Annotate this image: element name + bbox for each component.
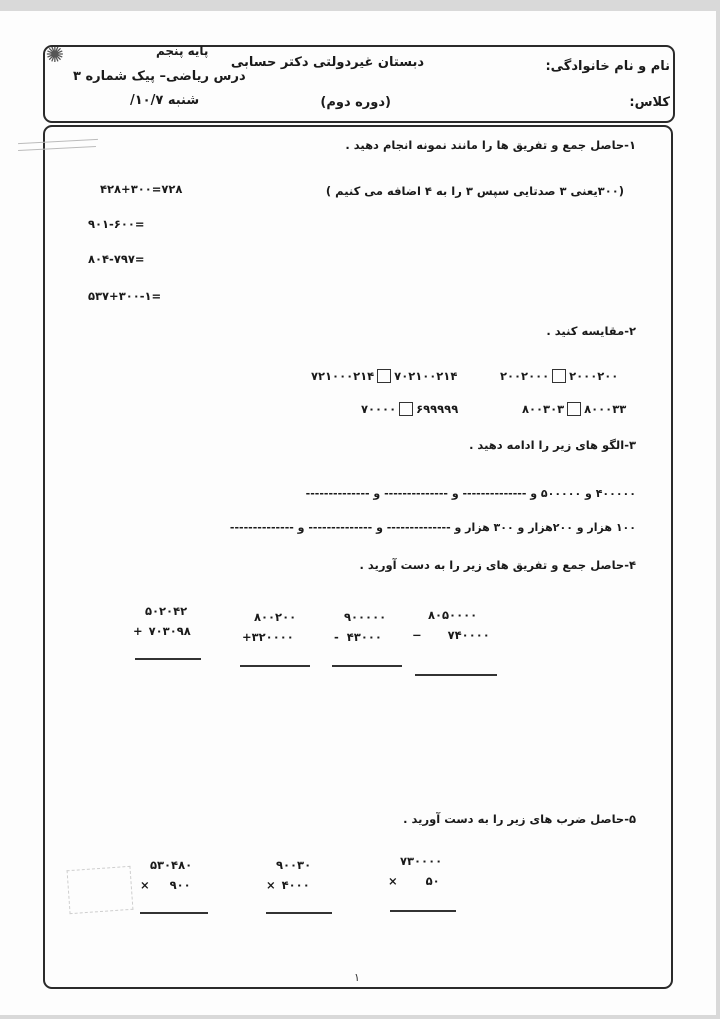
operator: × — [266, 878, 276, 892]
equation: ۸۰۴-۷۹۷= — [88, 252, 145, 266]
compare-left-value: ۷۰۰۰۰ — [361, 402, 397, 416]
compare-right-value: ۷۰۲۱۰۰۲۱۴ — [394, 369, 458, 383]
pattern-row: ۱۰۰ هزار و ۲۰۰هزار و ۳۰۰ هزار و -------------- و -------------- و -------------- — [229, 521, 636, 534]
compare-right-value: ۲۰۰۰۲۰۰ — [569, 369, 619, 383]
page-number: ۱ — [354, 971, 360, 984]
operator: + — [242, 630, 252, 644]
multiplication-problem — [266, 858, 311, 898]
operand-top: ۹۰۰۰۰۰ — [344, 610, 387, 624]
compare-answer-box[interactable] — [377, 369, 391, 383]
school-period: (دوره دوم) — [320, 95, 391, 110]
compare-left-value: ۲۰۰۲۰۰۰ — [500, 369, 550, 383]
class-label: کلاس: — [629, 95, 670, 110]
question-1-hint: (۳۰۰یعنی ۳ صدتایی سپس ۳ را به ۴ اضافه می کنیم ) — [325, 184, 624, 198]
answer-line[interactable] — [140, 912, 208, 914]
comparison-item — [311, 369, 457, 383]
operand-top: ۵۳۰۴۸۰ — [150, 858, 193, 872]
answer-line[interactable] — [415, 674, 497, 676]
multiplication-problem — [140, 858, 192, 898]
operand-top: ۵۰۲۰۴۲ — [145, 604, 188, 618]
operand-bottom: − ۷۴۰۰۰۰ — [412, 628, 490, 642]
student-name-label: نام و نام خانوادگی: — [545, 59, 670, 74]
question-3-title: ۳-الگو های زیر را ادامه دهید . — [469, 438, 636, 452]
date-label: شنبه ۱۰/۷/ — [130, 93, 200, 108]
question-5-title: ۵-حاصل ضرب های زیر را به دست آورید . — [403, 812, 636, 826]
operator: − — [412, 628, 422, 642]
operand-top: ۸۰۰۲۰۰ — [254, 610, 297, 624]
operator: - — [334, 630, 339, 644]
compare-answer-box[interactable] — [399, 402, 413, 416]
arithmetic-problem — [242, 610, 296, 650]
question-4-title: ۴-حاصل جمع و تفریق های زیر را به دست آورید . — [359, 558, 636, 572]
equation-example: ۴۲۸+۳۰۰=۷۲۸ — [100, 182, 183, 196]
answer-line[interactable] — [135, 658, 201, 660]
school-name: دبستان غیردولتی دکتر حسابی — [230, 55, 424, 70]
faded-stamp — [67, 866, 134, 914]
equation: ۵۳۷+۳۰۰-۱= — [88, 289, 162, 303]
comparison-item — [522, 402, 626, 416]
answer-line[interactable] — [266, 912, 332, 914]
equation: ۹۰۱-۶۰۰= — [88, 217, 145, 231]
answer-line[interactable] — [332, 665, 402, 667]
arithmetic-problem — [412, 608, 490, 648]
answer-line[interactable] — [390, 910, 456, 912]
question-2-title: ۲-مقایسه کنید . — [546, 324, 636, 338]
school-logo-icon: ✺ — [45, 43, 65, 68]
operand-bottom: × ۴۰۰۰ — [266, 878, 310, 892]
comparison-item — [361, 402, 458, 416]
compare-answer-box[interactable] — [567, 402, 581, 416]
arithmetic-problem — [334, 610, 386, 650]
operand-bottom: × ۵۰ — [388, 874, 440, 888]
operand-top: ۹۰۰۳۰ — [276, 858, 312, 872]
compare-left-value: ۷۲۱۰۰۰۲۱۴ — [311, 369, 375, 383]
arithmetic-problem — [133, 604, 191, 644]
operand-bottom: +۳۲۰۰۰۰ — [242, 630, 294, 644]
compare-right-value: ۸۰۰۰۳۳ — [584, 402, 627, 416]
operand-bottom: - ۴۳۰۰۰ — [334, 630, 382, 644]
multiplication-problem — [388, 854, 442, 894]
operand-top: ۷۳۰۰۰۰ — [400, 854, 443, 868]
compare-left-value: ۸۰۰۳۰۳ — [522, 402, 565, 416]
subject-label: درس ریاضی– پیک شماره ۳ — [73, 69, 246, 84]
operator: × — [140, 878, 150, 892]
operand-bottom: × ۹۰۰ — [140, 878, 191, 892]
operand-bottom: + ۷۰۳۰۹۸ — [133, 624, 191, 638]
worksheet-page — [0, 11, 716, 1015]
operator: × — [388, 874, 398, 888]
pattern-row: ۴۰۰۰۰۰ و ۵۰۰۰۰۰ و -------------- و -------------- و -------------- — [305, 487, 636, 500]
compare-answer-box[interactable] — [552, 369, 566, 383]
comparison-item — [500, 369, 618, 383]
operator: + — [133, 624, 143, 638]
grade-label: پایه پنجم — [156, 44, 209, 58]
answer-line[interactable] — [240, 665, 310, 667]
compare-right-value: ۶۹۹۹۹۹ — [416, 402, 459, 416]
question-1-title: ۱-حاصل جمع و تفریق ها را مانند نمونه انجام دهید . — [345, 138, 636, 152]
operand-top: ۸۰۵۰۰۰۰ — [428, 608, 478, 622]
